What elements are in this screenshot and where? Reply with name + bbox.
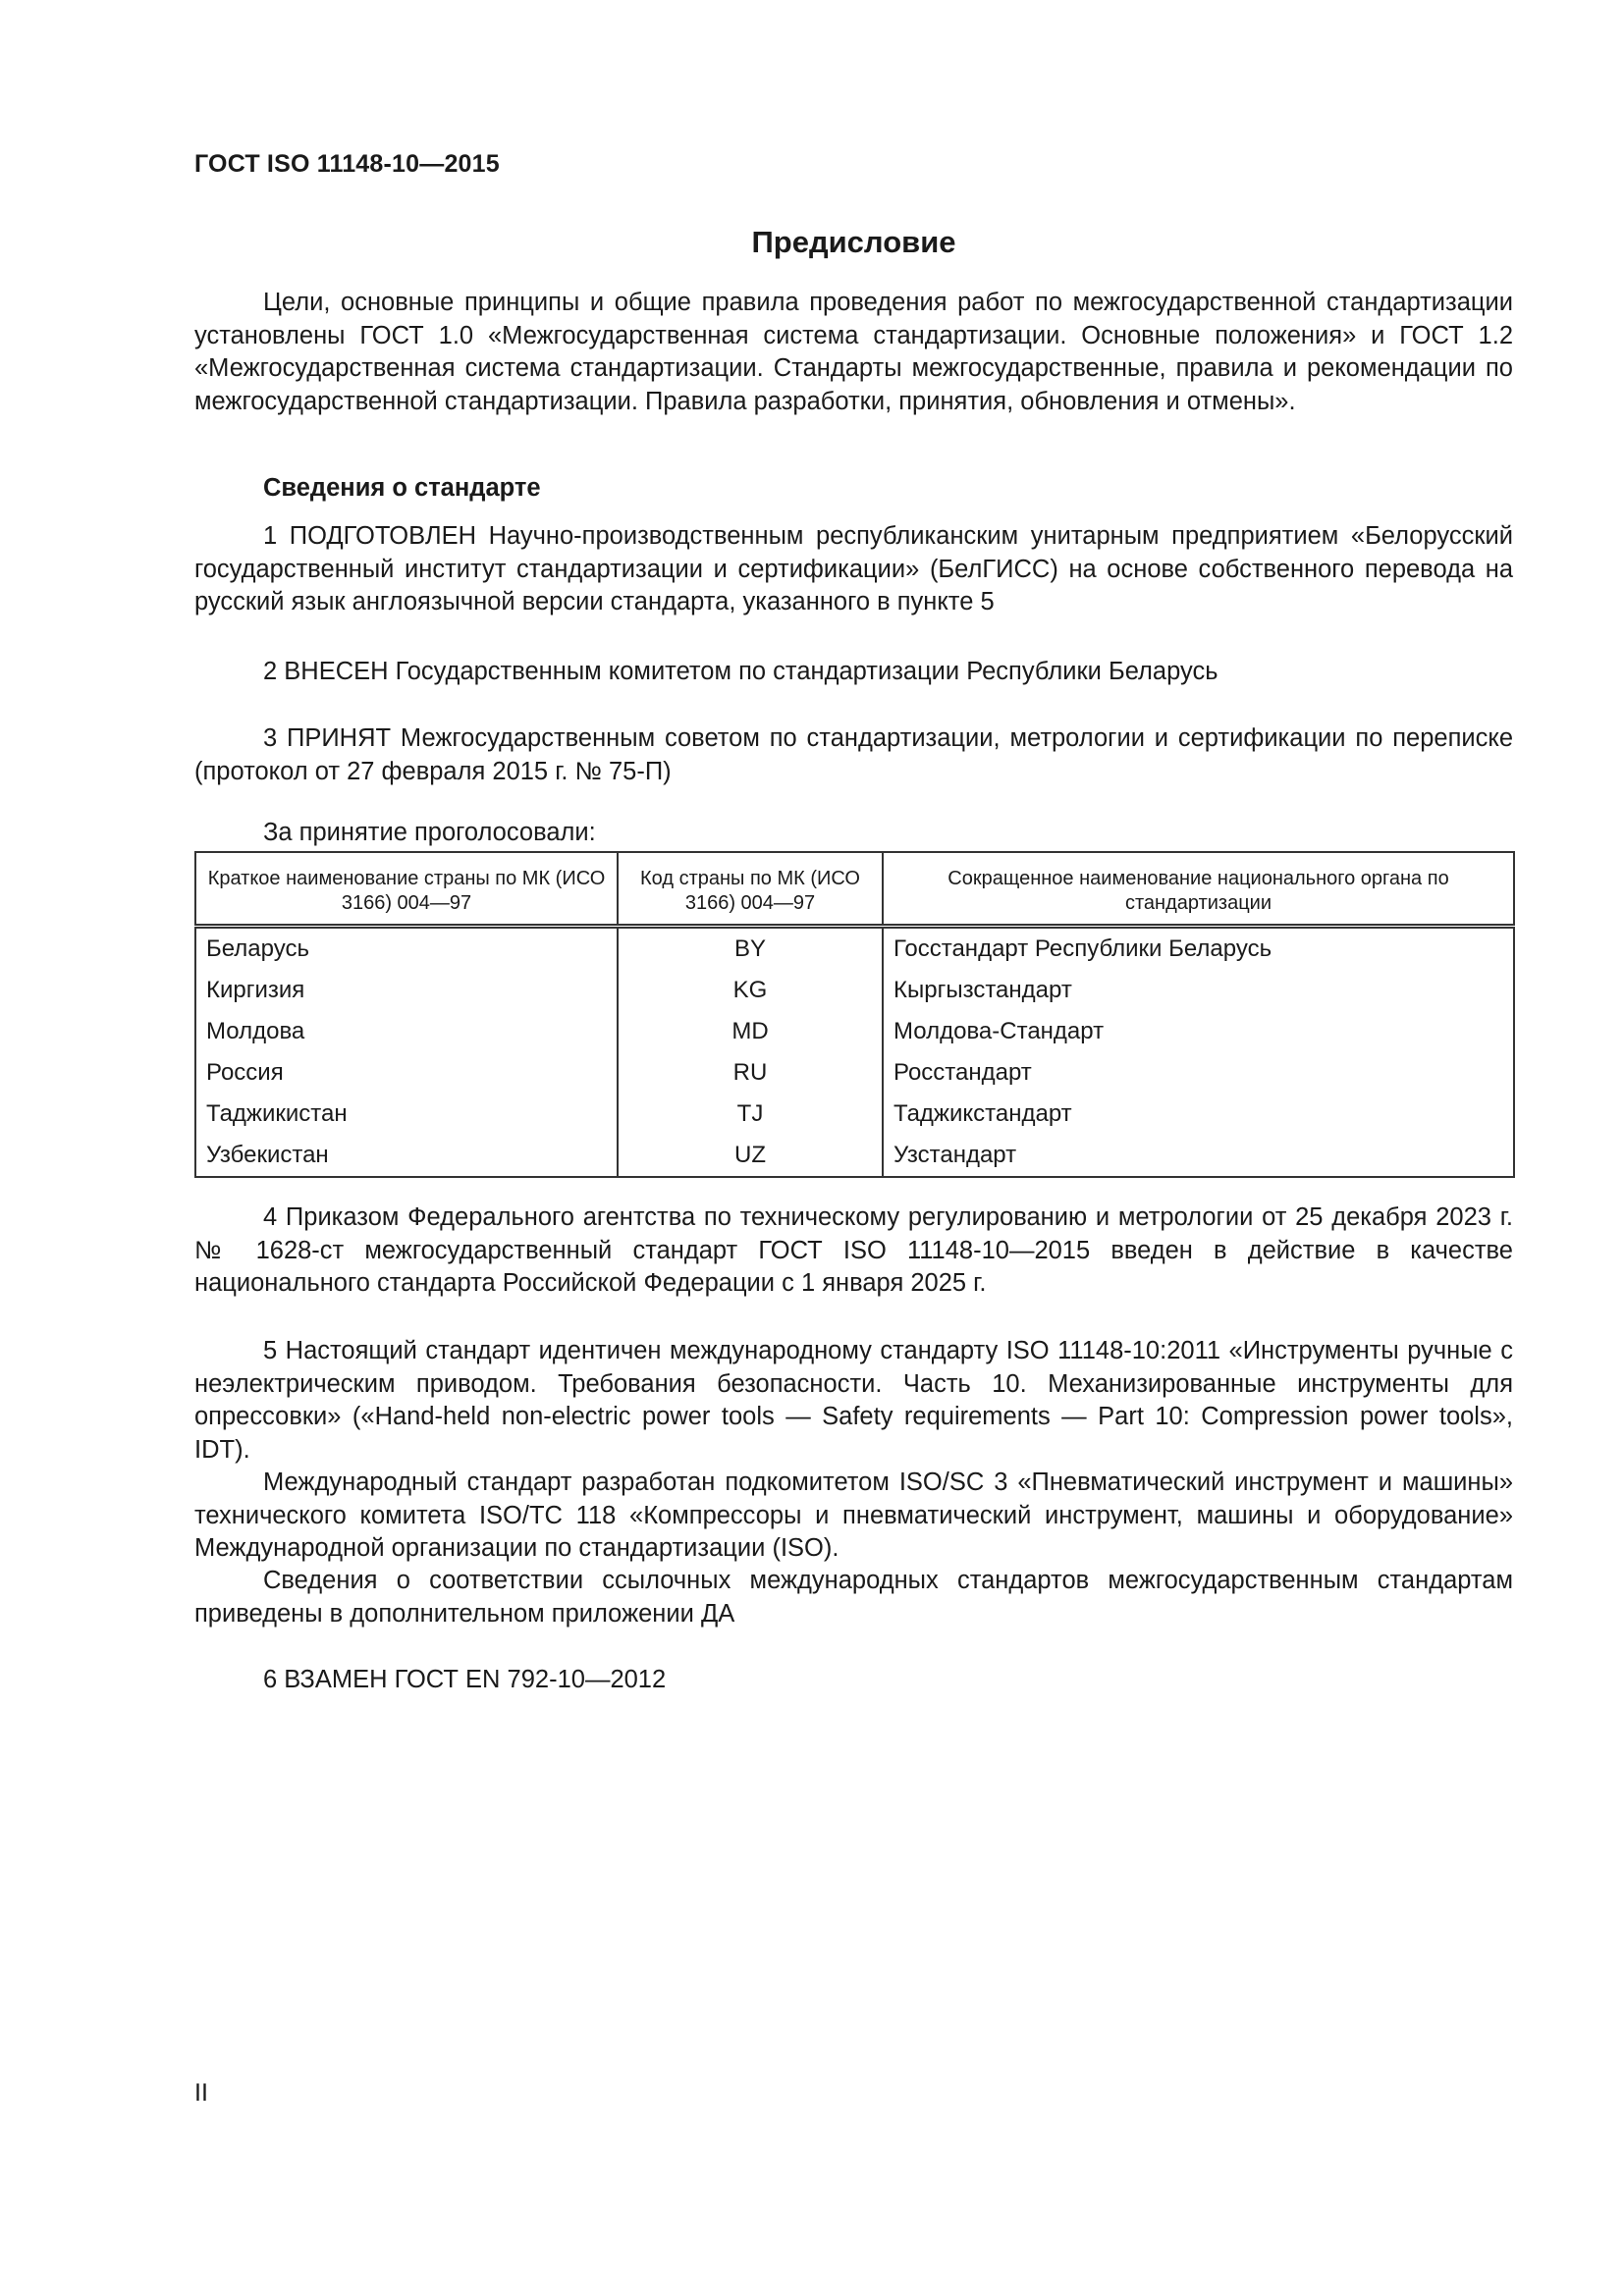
standard-info-heading: Сведения о стандарте — [263, 474, 541, 502]
header-standards-body: Сокращенное наименование национального органа по стандартизации — [883, 852, 1514, 927]
voting-countries-table — [194, 851, 1515, 1178]
page-title: Предисловие — [751, 225, 956, 259]
table-row — [195, 1011, 1514, 1052]
country-name-cell: Узбекистан — [195, 1135, 618, 1177]
country-name-cell: Молдова — [195, 1011, 618, 1052]
item-5-identical-standard: 5 Настоящий стандарт идентичен международному стандарту ISO 11148-10:2011 «Инструменты ручные с неэлектрическим приводом. Требования безопасности. Часть 10. Механизированные инструменты для опрессовки» («Hand-held non-electric power tools — Safety requirements — Part 10: Compression power tools», IDT). — [194, 1337, 1513, 1464]
standards-body-cell: Кыргызстандарт — [883, 970, 1514, 1011]
country-code-cell: BY — [618, 927, 883, 971]
country-code-cell: MD — [618, 1011, 883, 1052]
country-code-cell: UZ — [618, 1135, 883, 1177]
item-1-prepared: 1 ПОДГОТОВЛЕН Научно-производственным республиканским унитарным предприятием «Белорусский государственный институт стандартизации и сертификации» (БелГИСС) на основе собственного перевода на русский язык англоязычной версии стандарта, указанного в пункте 5 — [194, 522, 1513, 615]
table-row — [195, 1052, 1514, 1094]
country-name-cell: Таджикистан — [195, 1094, 618, 1135]
table-row — [195, 927, 1514, 971]
page-number: II — [194, 2079, 208, 2107]
country-name-cell: Киргизия — [195, 970, 618, 1011]
table-header-row — [195, 852, 1514, 927]
standards-body-cell: Узстандарт — [883, 1135, 1514, 1177]
table-row — [195, 1135, 1514, 1177]
item-5-reference-note: Сведения о соответствии ссылочных международных стандартов межгосударственным стандартам приведены в дополнительном приложении ДА — [194, 1567, 1513, 1628]
document-code: ГОСТ ISO 11148-10—2015 — [194, 150, 500, 178]
standards-body-cell: Молдова-Стандарт — [883, 1011, 1514, 1052]
country-name-cell: Беларусь — [195, 927, 618, 971]
vote-table-caption: За принятие проголосовали: — [263, 819, 596, 846]
table-row — [195, 970, 1514, 1011]
country-code-cell: KG — [618, 970, 883, 1011]
country-code-cell: RU — [618, 1052, 883, 1094]
standards-body-cell: Таджикстандарт — [883, 1094, 1514, 1135]
item-3-adopted: 3 ПРИНЯТ Межгосударственным советом по стандартизации, метрологии и сертификации по переписке (протокол от 27 февраля 2015 г. № 75-П) — [194, 724, 1513, 785]
header-country-code: Код страны по МК (ИСО 3166) 004—97 — [618, 852, 883, 927]
intro-paragraph: Цели, основные принципы и общие правила проведения работ по межгосударственной стандартизации установлены ГОСТ 1.0 «Межгосударственная система стандартизации. Основные положения» и ГОСТ 1.2 «Межгосударственная система стандартизации. Стандарты межгосударственные, правила и рекомендации по межгосударственной стандартизации. Правила разработки, принятия, обновления и отмены». — [194, 289, 1513, 415]
header-country-name: Краткое наименование страны по МК (ИСО 3166) 004—97 — [195, 852, 618, 927]
standards-body-cell: Госстандарт Республики Беларусь — [883, 927, 1514, 971]
standards-body-cell: Росстандарт — [883, 1052, 1514, 1094]
item-4-order: 4 Приказом Федерального агентства по техническому регулированию и метрологии от 25 декабря 2023 г. № 1628-ст межгосударственный стандарт ГОСТ ISO 11148-10—2015 введен в действие в качестве национального стандарта Российской Федерации с 1 января 2025 г. — [194, 1203, 1513, 1297]
country-code-cell: TJ — [618, 1094, 883, 1135]
item-5-developer-note: Международный стандарт разработан подкомитетом ISO/SC 3 «Пневматический инструмент и машины» технического комитета ISO/TC 118 «Компрессоры и пневматический инструмент, машины и оборудование» Международной организации по стандартизации (ISO). — [194, 1468, 1513, 1562]
table-row — [195, 1094, 1514, 1135]
item-6-replaces: 6 ВЗАМЕН ГОСТ EN 792-10—2012 — [263, 1666, 667, 1693]
item-2-introduced: 2 ВНЕСЕН Государственным комитетом по стандартизации Республики Беларусь — [263, 658, 1218, 685]
country-name-cell: Россия — [195, 1052, 618, 1094]
